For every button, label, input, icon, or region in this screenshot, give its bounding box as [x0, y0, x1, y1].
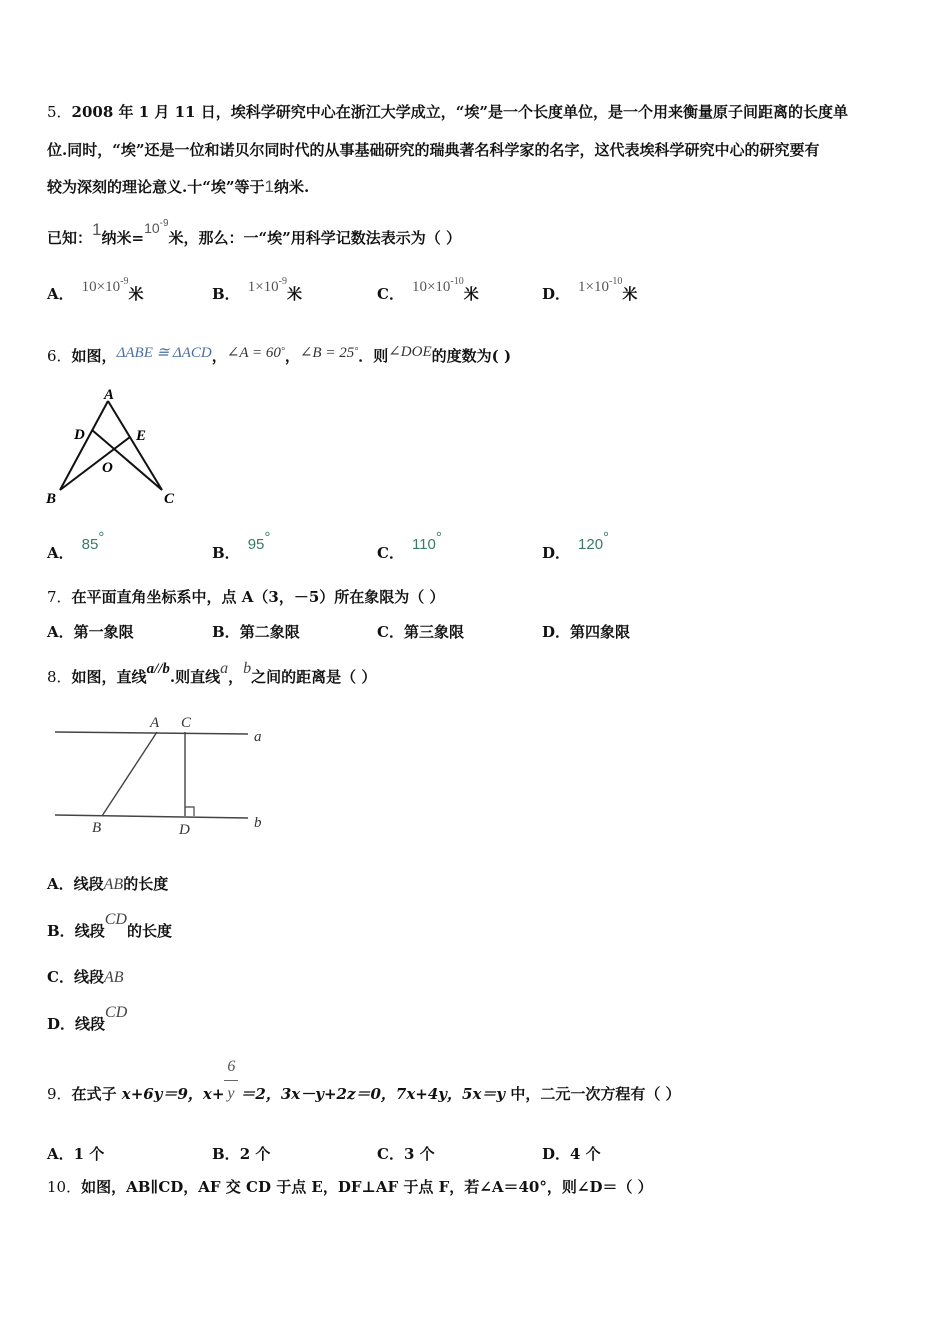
- line-a: [55, 732, 248, 734]
- option-label: C．: [47, 968, 74, 986]
- label-d: D: [74, 427, 85, 443]
- q8-formula-b: b: [243, 660, 252, 677]
- q8-comma: ，: [228, 668, 244, 686]
- option-value: 1×10: [247, 279, 279, 295]
- q6-number: 6．: [47, 347, 72, 365]
- q9-option-b[interactable]: [212, 1143, 270, 1164]
- option-label: B．: [212, 285, 240, 303]
- q8-number: 8．: [47, 668, 72, 686]
- q9-text-a: 在式子: [71, 1085, 122, 1103]
- option-segment: AB: [103, 969, 124, 986]
- option-value: 4 个: [570, 1145, 601, 1163]
- option-label: D．: [542, 623, 571, 641]
- option-exp: -9: [278, 276, 287, 287]
- q5-line2: [47, 140, 819, 160]
- option-post: 的长度: [123, 875, 169, 893]
- q6-text-a: 如图，: [71, 347, 117, 365]
- q7-stem: [47, 587, 445, 607]
- option-unit: 米: [622, 285, 638, 303]
- q5-given-one: 1: [92, 220, 102, 239]
- label-b: B: [46, 491, 57, 507]
- option-label: C．: [377, 623, 404, 641]
- option-value: 2 个: [239, 1145, 271, 1163]
- q6-option-a[interactable]: A． 85°: [47, 529, 105, 562]
- label-a-point: A: [150, 715, 160, 731]
- q5-one: 1: [264, 177, 274, 196]
- q9-stem: [47, 1058, 681, 1104]
- option-segment: CD: [104, 911, 127, 928]
- option-value: 第三象限: [403, 623, 464, 641]
- q7-option-a[interactable]: [47, 621, 134, 642]
- option-value: 第二象限: [239, 623, 300, 641]
- line-ab: [60, 401, 108, 490]
- q9-option-a[interactable]: [47, 1143, 104, 1164]
- q5-text-3a: 较为深刻的理论意义.十“埃”等于: [47, 178, 265, 196]
- fraction-bar: [224, 1080, 238, 1081]
- label-line-a: a: [254, 729, 262, 745]
- option-label: D．: [542, 1145, 571, 1163]
- q5-number: 5．: [47, 103, 72, 121]
- option-label: A．: [47, 623, 74, 641]
- q5-power-base: 10: [144, 220, 160, 236]
- q6-formula-angle-b: ∠B = 25: [299, 345, 355, 361]
- option-value: 10×10: [411, 279, 451, 295]
- option-label: C．: [377, 544, 404, 562]
- option-label: C．: [377, 285, 404, 303]
- option-segment: AB: [103, 876, 124, 893]
- q9-expr-2: ＝2，3x－y+2z＝0，7x+4y，5x＝y: [240, 1085, 506, 1103]
- label-o: O: [102, 460, 113, 476]
- option-label: A．: [47, 875, 74, 893]
- q7-number: 7．: [47, 588, 72, 606]
- line-eb: [60, 437, 130, 490]
- fraction-numerator: 6: [227, 1058, 236, 1075]
- q6-sep: ，: [284, 347, 300, 365]
- option-segment: CD: [105, 1004, 128, 1021]
- option-label: B．: [212, 623, 240, 641]
- q9-option-d[interactable]: [542, 1143, 601, 1164]
- q7-option-c[interactable]: [377, 621, 464, 642]
- option-value: 120: [578, 536, 604, 553]
- option-label: B．: [47, 922, 75, 940]
- q5-power-exp: -9: [159, 218, 169, 229]
- label-d-point: D: [179, 822, 190, 838]
- q10-text: 如图，AB∥CD，AF 交 CD 于点 E，DF⊥AF 于点 F，若∠A＝40°，则∠D＝（ ）: [81, 1178, 653, 1196]
- line-ac: [108, 401, 162, 490]
- option-label: D．: [47, 1015, 76, 1033]
- q5-text-2: 位.同时，“埃”还是一位和诺贝尔同时代的从事基础研究的瑞典著名科学家的名字，这代表埃科学研究中心的研究要有: [47, 141, 820, 159]
- option-value: 95: [247, 536, 265, 553]
- label-b-point: B: [92, 820, 102, 836]
- q8-text-b: .则直线: [169, 668, 221, 686]
- q10-number: 10．: [47, 1178, 82, 1196]
- q9-text-b: 中，二元一次方程有（ ）: [505, 1085, 681, 1103]
- right-angle-mark: [185, 807, 194, 816]
- q8-text-c: 之间的距离是（ ）: [251, 668, 377, 686]
- option-exp: -10: [608, 276, 623, 287]
- q6-formula-angle-a: ∠A = 60: [226, 345, 281, 361]
- line-b: [55, 815, 248, 818]
- option-value: 1×10: [578, 279, 609, 295]
- q5-option-b[interactable]: [212, 276, 303, 304]
- q6-formula-congruent: ΔABE ≅ ΔACD: [116, 345, 212, 361]
- q6-triangle-figure: [40, 385, 190, 510]
- q8-option-a[interactable]: [47, 873, 168, 894]
- option-label: D．: [542, 544, 571, 562]
- q5-given-label: 已知：: [47, 229, 93, 247]
- q6-option-c[interactable]: C． 110°: [377, 529, 442, 562]
- q9-option-c[interactable]: [377, 1143, 435, 1164]
- q8-text-a: 如图，直线: [71, 668, 147, 686]
- q6-option-b[interactable]: B． 95°: [212, 529, 271, 562]
- option-label: A．: [47, 285, 74, 303]
- option-label: D．: [542, 285, 571, 303]
- label-e: E: [136, 428, 147, 444]
- option-unit: 米: [463, 285, 479, 303]
- option-exp: -9: [120, 276, 129, 287]
- q8-option-c[interactable]: [47, 966, 124, 987]
- q7-option-d[interactable]: [542, 621, 630, 642]
- option-value: 1 个: [73, 1145, 105, 1163]
- option-value: 3 个: [403, 1145, 435, 1163]
- q8-option-b[interactable]: [47, 911, 172, 941]
- q5-option-a[interactable]: [47, 276, 144, 304]
- option-value: 第四象限: [570, 623, 631, 641]
- q9-expr-1: x+6y＝9，x+: [121, 1085, 225, 1103]
- option-value: 10×10: [81, 279, 121, 295]
- q6-stem: 6．如图，ΔABE ≅ ΔACD，∠A = 60°，∠B = 25°．则∠DOE的度数为( ): [47, 344, 512, 365]
- option-pre: 线段: [75, 1015, 106, 1033]
- q6-sep: ，: [211, 347, 227, 365]
- q5-text-3b: 纳米.: [273, 178, 310, 196]
- option-value: 85: [81, 536, 99, 553]
- q6-text-c: 的度数为( ): [431, 347, 512, 365]
- q5-option-d[interactable]: [542, 276, 638, 304]
- label-a: A: [104, 387, 115, 403]
- option-pre: 线段: [74, 922, 105, 940]
- fraction-denominator: y: [227, 1085, 235, 1102]
- option-unit: 米: [287, 285, 303, 303]
- q8-option-d[interactable]: [47, 1004, 128, 1034]
- option-pre: 线段: [73, 968, 104, 986]
- option-label: A．: [47, 1145, 74, 1163]
- option-label: A．: [47, 544, 74, 562]
- q8-stem: [47, 660, 377, 688]
- q8-formula-a: a: [220, 660, 229, 677]
- q5-option-c[interactable]: [377, 276, 479, 304]
- q5-given: [47, 218, 462, 248]
- q5-given-nm: 纳米=: [101, 229, 145, 247]
- q6-option-d[interactable]: D． 120°: [542, 529, 610, 562]
- q5-text-1: 2008 年 1 月 11 日，埃科学研究中心在浙江大学成立，“埃”是一个长度单位，是一个用来衡量原子间距离的长度单: [71, 103, 848, 121]
- option-post: 的长度: [126, 922, 172, 940]
- option-label: B．: [212, 544, 240, 562]
- option-pre: 线段: [73, 875, 104, 893]
- q8-parallel-lines-figure: [50, 710, 280, 840]
- q5-line3: [47, 177, 309, 197]
- option-value: 110: [411, 536, 436, 553]
- q10-stem: [47, 1177, 653, 1197]
- option-unit: 米: [128, 285, 144, 303]
- label-c: C: [164, 491, 175, 507]
- q6-formula-angle-doe: ∠DOE: [388, 344, 432, 360]
- q6-text-b: ．则: [358, 347, 389, 365]
- q7-text: 在平面直角坐标系中，点 A（3，－5）所在象限为（ ）: [71, 588, 445, 606]
- segment-ab: [102, 732, 157, 816]
- option-value: 第一象限: [73, 623, 134, 641]
- option-exp: -10: [450, 276, 464, 287]
- q7-option-b[interactable]: [212, 621, 300, 642]
- q5-line1: [47, 102, 848, 122]
- q5-given-question: 米，那么：一“埃”用科学记数法表示为（ ）: [168, 229, 462, 247]
- label-c-point: C: [181, 715, 192, 731]
- option-label: B．: [212, 1145, 240, 1163]
- q9-number: 9．: [47, 1085, 72, 1103]
- label-line-b: b: [254, 815, 262, 831]
- q9-fraction: [224, 1058, 240, 1104]
- option-label: C．: [377, 1145, 404, 1163]
- q8-formula-parallel: a//b: [146, 661, 170, 677]
